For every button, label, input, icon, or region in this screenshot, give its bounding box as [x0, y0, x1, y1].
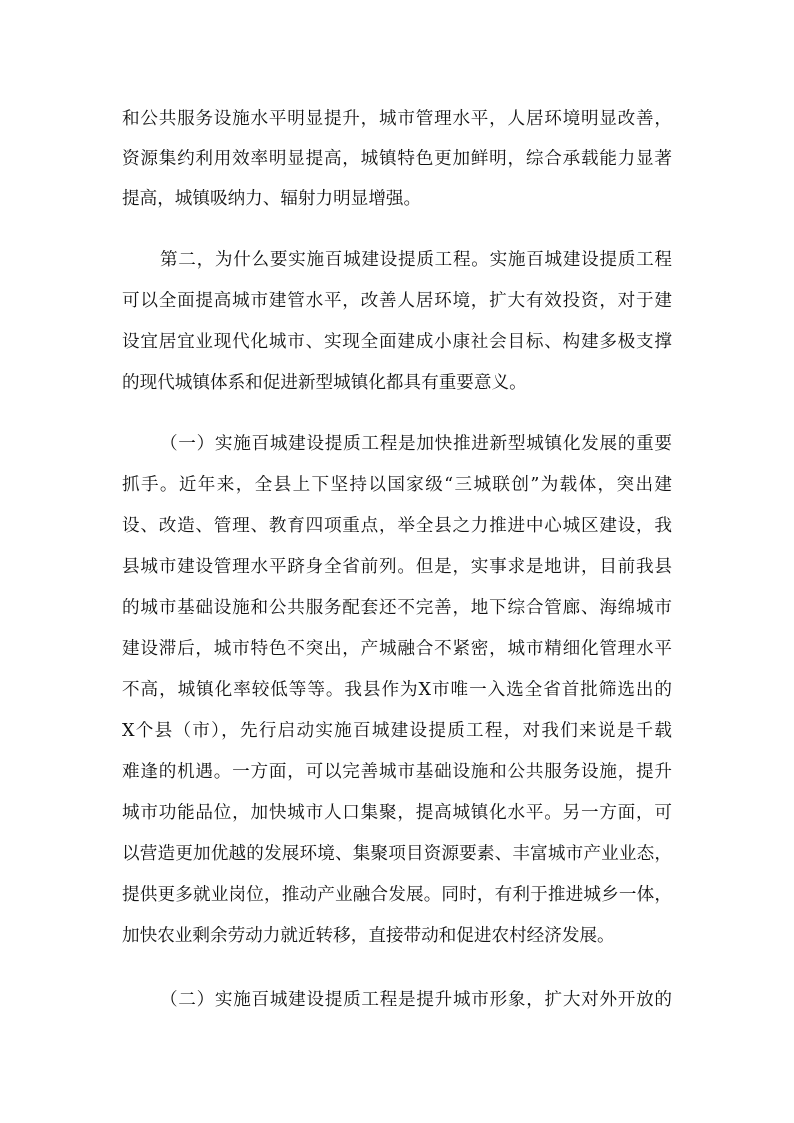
- text-line: 设、改造、管理、教育四项重点，举全县之力推进中心城区建设，我: [122, 516, 672, 536]
- text-line: 的现代城镇体系和促进新型城镇化都具有重要意义。: [122, 373, 527, 393]
- text-line: 的城市基础设施和公共服务配套还不完善，地下综合管廊、海绵城市: [122, 598, 672, 618]
- text-line: 资源集约利用效率明显提高，城镇特色更加鲜明，综合承载能力显著: [122, 149, 672, 169]
- text-line: 设宜居宜业现代化城市、实现全面建成小康社会目标、构建多极支撑: [122, 332, 672, 352]
- text-line: 可以全面提高城市建管水平，改善人居环境，扩大有效投资，对于建: [122, 291, 672, 311]
- text-line: 抓手。近年来，全县上下坚持以国家级“三城联创”为载体，突出建: [122, 475, 672, 495]
- text-line: 和公共服务设施水平明显提升，城市管理水平，人居环境明显改善，: [122, 109, 672, 129]
- text-line: 难逢的机遇。一方面，可以完善城市基础设施和公共服务设施，提升: [122, 762, 672, 782]
- text-line: 加快农业剩余劳动力就近转移，直接带动和促进农村经济发展。: [122, 926, 615, 946]
- text-line: 提供更多就业岗位，推动产业融合发展。同时，有利于推进城乡一体，: [122, 885, 672, 905]
- paragraph-first-line: 第二，为什么要实施百城建设提质工程。实施百城建设提质工程: [160, 250, 672, 270]
- paragraph-first-line: （二）实施百城建设提质工程是提升城市形象，扩大对外开放的: [160, 990, 672, 1010]
- text-line: 提高，城镇吸纳力、辐射力明显增强。: [122, 189, 422, 209]
- text-line: 县城市建设管理水平跻身全省前列。但是，实事求是地讲，目前我县: [122, 557, 672, 577]
- text-line: 以营造更加优越的发展环境、集聚项目资源要素、丰富城市产业业态，: [122, 844, 672, 864]
- text-line: 城市功能品位，加快城市人口集聚，提高城镇化水平。另一方面，可: [122, 803, 672, 823]
- text-line: X个县（市），先行启动实施百城建设提质工程，对我们来说是千载: [122, 721, 672, 741]
- text-line: 不高，城镇化率较低等等。我县作为X市唯一入选全省首批筛选出的: [122, 680, 672, 700]
- text-line: 建设滞后，城市特色不突出，产城融合不紧密，城市精细化管理水平: [122, 639, 672, 659]
- paragraph-first-line: （一）实施百城建设提质工程是加快推进新型城镇化发展的重要: [160, 434, 672, 454]
